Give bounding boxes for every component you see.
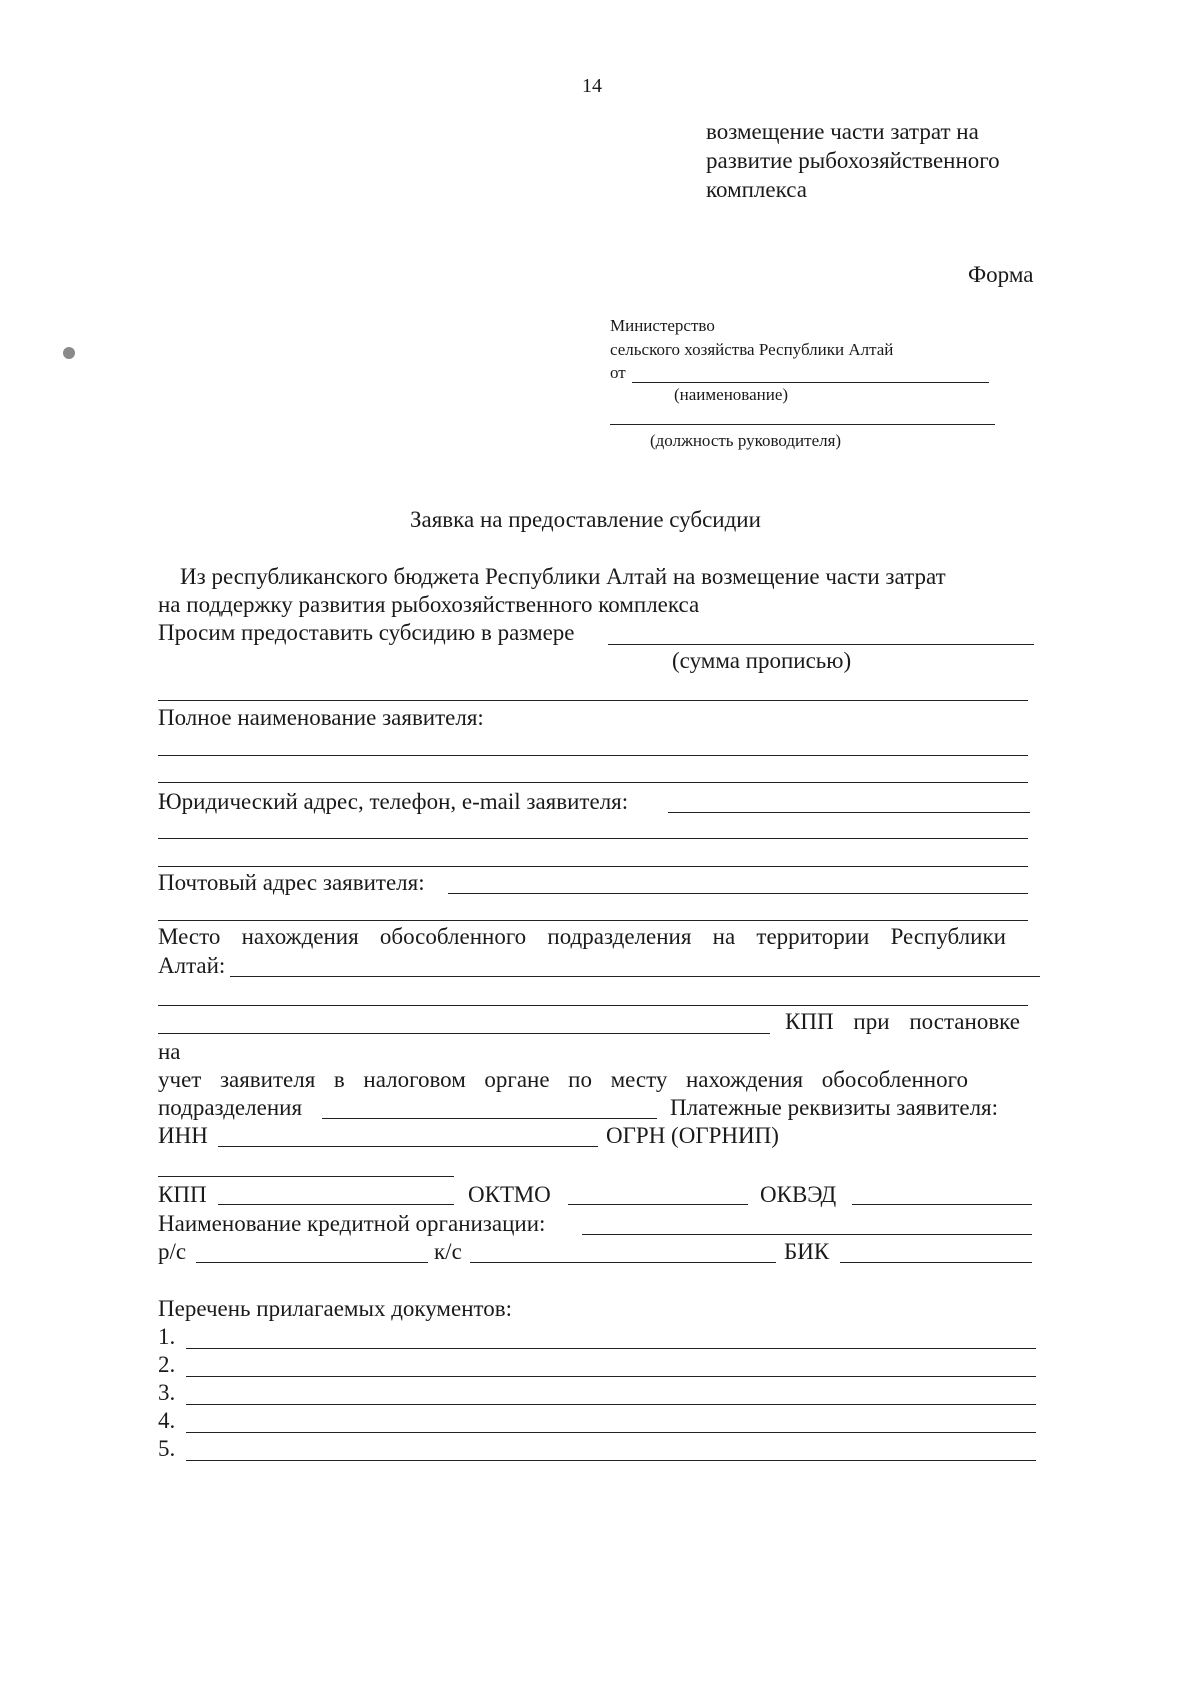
word: учет: [158, 1067, 202, 1092]
word: заявителя: [219, 1067, 316, 1092]
header-line: комплекса: [706, 177, 807, 202]
kpp-line-3-start: подразделения: [158, 1095, 303, 1120]
page-number: 14: [582, 75, 602, 97]
intro-line: на поддержку развития рыбохозяйственного комплекса: [158, 592, 700, 617]
okved-label: ОКВЭД: [760, 1182, 837, 1207]
oktmo-blank[interactable]: [568, 1204, 748, 1205]
word: обособленного: [379, 924, 527, 949]
list-item-blank[interactable]: [186, 1460, 1036, 1461]
postal-address-label: Почтовый адрес заявителя:: [158, 870, 425, 895]
legal-address-blank[interactable]: [668, 812, 1030, 813]
name-caption: (наименование): [674, 385, 789, 404]
word: Республики: [890, 924, 1006, 949]
list-item-number: 2.: [158, 1352, 176, 1377]
word: органе: [484, 1067, 550, 1092]
word: на: [712, 924, 736, 949]
word: налоговом: [363, 1067, 466, 1092]
list-item-blank[interactable]: [186, 1404, 1036, 1405]
full-name-blank-2[interactable]: [158, 782, 1028, 783]
header-line: развитие рыбохозяйственного: [706, 148, 1000, 173]
okved-blank[interactable]: [852, 1204, 1032, 1205]
kpp-label: КПП: [158, 1182, 207, 1207]
scan-mark-dot: [63, 347, 75, 359]
word: территории: [756, 924, 870, 949]
form-label: Форма: [968, 262, 1034, 287]
ks-blank[interactable]: [470, 1262, 776, 1263]
list-item-number: 3.: [158, 1380, 176, 1405]
full-name-blank[interactable]: [158, 755, 1028, 756]
list-item-number: 5.: [158, 1436, 176, 1461]
kpp-value-blank[interactable]: [218, 1204, 454, 1205]
bank-blank[interactable]: [582, 1234, 1032, 1235]
location-blank-3[interactable]: [158, 1033, 770, 1034]
word: КПП: [785, 1009, 834, 1034]
payment-label: Платежные реквизиты заявителя:: [670, 1095, 999, 1120]
kpp-na: на: [158, 1039, 181, 1064]
ogrn-label: ОГРН (ОГРНИП): [606, 1123, 779, 1148]
postal-address-blank-2[interactable]: [158, 920, 1028, 921]
intro-line: Из республиканского бюджета Республики Алтай на возмещение части затрат: [180, 564, 946, 589]
legal-address-label: Юридический адрес, телефон, e-mail заявителя:: [158, 789, 629, 814]
position-blank[interactable]: [610, 424, 995, 425]
location-tail: Алтай:: [158, 953, 226, 978]
rs-label: р/с: [158, 1239, 187, 1264]
word: месту: [610, 1067, 668, 1092]
inn-blank[interactable]: [218, 1146, 598, 1147]
kpp-label-line: [785, 1008, 1020, 1036]
inn-label: ИНН: [158, 1123, 208, 1148]
addressee-line: Министерство: [610, 316, 715, 335]
bik-label: БИК: [784, 1239, 830, 1264]
documents-label: Перечень прилагаемых документов:: [158, 1296, 513, 1321]
kpp-blank[interactable]: [322, 1118, 657, 1119]
list-item-number: 1.: [158, 1324, 176, 1349]
bank-label: Наименование кредитной организации:: [158, 1211, 546, 1236]
full-name-label: Полное наименование заявителя:: [158, 705, 484, 730]
from-name-blank[interactable]: [632, 382, 989, 383]
word: нахождения: [241, 924, 359, 949]
from-label: от: [610, 363, 626, 382]
location-label-line: [158, 923, 1006, 951]
amount-blank-2[interactable]: [158, 700, 1028, 701]
location-blank-2[interactable]: [158, 1005, 1028, 1006]
bik-blank[interactable]: [840, 1262, 1032, 1263]
header-line: возмещение части затрат на: [706, 119, 979, 144]
location-blank[interactable]: [230, 976, 1040, 977]
word: подразделения: [547, 924, 692, 949]
position-caption: (должность руководителя): [650, 431, 842, 450]
list-item-number: 4.: [158, 1408, 176, 1433]
amount-caption: (сумма прописью): [672, 648, 852, 673]
ks-label: к/с: [434, 1239, 462, 1264]
list-item-blank[interactable]: [186, 1376, 1036, 1377]
word: Место: [158, 924, 221, 949]
ogrn-blank[interactable]: [158, 1176, 454, 1177]
amount-blank[interactable]: [608, 644, 1034, 645]
addressee-line: сельского хозяйства Республики Алтай: [610, 340, 894, 359]
word: в: [333, 1067, 345, 1092]
legal-address-blank-2[interactable]: [158, 838, 1028, 839]
list-item-blank[interactable]: [186, 1348, 1036, 1349]
legal-address-blank-3[interactable]: [158, 866, 1028, 867]
word: по: [568, 1067, 592, 1092]
postal-address-blank[interactable]: [448, 893, 1028, 894]
list-item-blank[interactable]: [186, 1432, 1036, 1433]
rs-blank[interactable]: [196, 1262, 428, 1263]
word: нахождения: [686, 1067, 804, 1092]
word: постановке: [909, 1009, 1020, 1034]
kpp-line-2: [158, 1066, 968, 1094]
oktmo-label: ОКТМО: [468, 1182, 551, 1207]
word: обособленного: [821, 1067, 968, 1092]
document-title: Заявка на предоставление субсидии: [410, 507, 761, 532]
request-label: Просим предоставить субсидию в размере: [158, 620, 575, 645]
word: при: [853, 1009, 890, 1034]
